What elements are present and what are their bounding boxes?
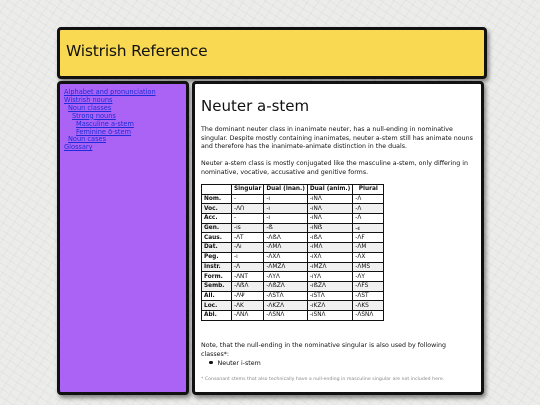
table-cell: -ı <box>264 204 308 214</box>
nav-link-glossary[interactable]: Glossary <box>64 143 93 152</box>
table-cell: -ıSΝΛ <box>307 310 352 320</box>
case-label: Form. <box>202 272 232 282</box>
table-cell: -ıΧΛ <box>307 252 352 262</box>
table-cell: -Λ <box>232 262 264 272</box>
table-row <box>202 233 384 243</box>
case-label: Acc. <box>202 214 232 224</box>
table-cell: -ΛΚ <box>232 301 264 311</box>
table-row <box>202 194 384 204</box>
table-cell: -ΛSΝΛ <box>264 310 308 320</box>
table-row <box>202 204 384 214</box>
table-header-dual-inanimate: Dual (inan.) <box>264 185 308 195</box>
table-cell: -ΛΜΖΛ <box>264 262 308 272</box>
case-label: Semb. <box>202 281 232 291</box>
table-cell: -ΛΥΛ <box>264 272 308 282</box>
case-label: Caus. <box>202 233 232 243</box>
table-header-singular: Singular <box>232 185 264 195</box>
case-label: Dat. <box>202 243 232 253</box>
table-cell: -ı <box>264 214 308 224</box>
table-cell: -ΛϜ <box>353 233 384 243</box>
table-header-row <box>202 185 384 195</box>
table-cell: -ıΝẞ <box>307 223 352 233</box>
conjugation-paragraph: Neuter a-stem class is mostly conjugated like the masculine a-stem, only differing in nominative, vocative, accusative and genitive forms. <box>201 160 468 176</box>
table-row <box>202 252 384 262</box>
table-cell: -ΛẞΛ <box>232 281 264 291</box>
nav-link-noun-cases[interactable]: Noun cases <box>68 135 107 144</box>
table-cell: -ΛΝΤ <box>232 272 264 282</box>
nav-link-masculine-a-stem[interactable]: Masculine a-stem <box>76 119 134 128</box>
table-cell: -ΛΝΛ <box>232 310 264 320</box>
table-cell: -Λ <box>353 214 384 224</box>
table-cell: -ıΥΛ <box>307 272 352 282</box>
table-row <box>202 262 384 272</box>
table-cell: -ẞ <box>264 223 308 233</box>
intro-paragraph: The dominant neuter class in inanimate neuter, has a null-ending in nominative singular. Despite mostly containing inanimates, neuter a-stem still has animate nouns and therefore has the inanimate-animate distinction in the duals. <box>201 126 473 151</box>
table-cell: -Λı <box>232 243 264 253</box>
table-cell: -ΛΥ <box>353 272 384 282</box>
table-header-dual-animate: Dual (anim.) <box>307 185 352 195</box>
nav-list <box>64 89 156 152</box>
note-paragraph: Note, that the null-ending in the nominative singular is also used by following classes*: <box>201 342 447 358</box>
site-title: Wistrish Reference <box>66 42 208 60</box>
table-cell: -ꞓ <box>353 223 384 233</box>
table-cell: -ıSΤΛ <box>307 291 352 301</box>
table-cell: -ıΝΛ <box>307 204 352 214</box>
table-cell: -ıΜΖΛ <box>307 262 352 272</box>
table-row <box>202 272 384 282</box>
declension-table <box>201 184 384 321</box>
sidebar-nav <box>57 81 189 395</box>
table-row <box>202 243 384 253</box>
table-cell: -ıẞΖΛ <box>307 281 352 291</box>
table-header-plural: Plural <box>353 185 384 195</box>
table-cell: -ıΜΛ <box>307 243 352 253</box>
table-cell: -ı <box>232 252 264 262</box>
table-cell: -ΛϜS <box>353 281 384 291</box>
table-cell: -ΛΚS <box>353 301 384 311</box>
table-row <box>202 223 384 233</box>
table-cell: -ıẞΛ <box>307 233 352 243</box>
table-cell: -ı <box>264 194 308 204</box>
table-cell: -ΛSΝΛ <box>353 310 384 320</box>
bullet-icon <box>209 361 213 365</box>
table-row <box>202 291 384 301</box>
table-cell: -ΛSΤ <box>353 291 384 301</box>
table-cell: - <box>232 214 264 224</box>
table-cell: -ΛSΤΛ <box>264 291 308 301</box>
case-label: Peg. <box>202 252 232 262</box>
table-cell: -ΛΧ <box>353 252 384 262</box>
table-cell: -ΛẞΛ <box>264 233 308 243</box>
nav-link-feminine-o-stem[interactable]: Feminine ō-stem <box>76 127 132 136</box>
table-cell: -ΛΨ <box>232 291 264 301</box>
page-title: Neuter a-stem <box>201 97 310 115</box>
footnote: * Consonant stems that also technically have a null-ending in masculine singular are not included here. <box>201 377 445 382</box>
main-content <box>192 81 484 395</box>
table-cell: -ΛΜΛ <box>264 243 308 253</box>
list-item <box>209 360 261 367</box>
table-row <box>202 281 384 291</box>
table-cell: - <box>232 194 264 204</box>
case-label: Voc. <box>202 204 232 214</box>
nav-link-strong-nouns[interactable]: Strong nouns <box>72 111 116 120</box>
case-label: Nom. <box>202 194 232 204</box>
table-cell: -ıΝΛ <box>307 214 352 224</box>
nav-link-wistrish-nouns[interactable]: Wistrish nouns <box>64 95 113 104</box>
page-header <box>57 27 487 79</box>
table-row <box>202 301 384 311</box>
table-row <box>202 214 384 224</box>
case-label: Instr. <box>202 262 232 272</box>
table-header-case <box>202 185 232 195</box>
list-item-label: Neuter i-stem <box>217 360 261 367</box>
table-row <box>202 310 384 320</box>
nav-link-alphabet[interactable]: Alphabet and pronunciation <box>64 88 156 96</box>
table-cell: -ΛΚΖΛ <box>264 301 308 311</box>
case-label: All. <box>202 291 232 301</box>
table-cell: -ΛΧΛ <box>264 252 308 262</box>
table-cell: -ıΝΛ <box>307 194 352 204</box>
table-cell: -Λ <box>353 194 384 204</box>
table-cell: -ΛՈ <box>232 204 264 214</box>
table-cell: -ıs <box>232 223 264 233</box>
table-cell: -ΛẞΖΛ <box>264 281 308 291</box>
table-cell: -ΛΜ <box>353 243 384 253</box>
table-cell: -ΛΤ <box>232 233 264 243</box>
nav-link-noun-classes[interactable]: Noun classes <box>68 103 112 112</box>
table-cell: -ıΚΖΛ <box>307 301 352 311</box>
case-label: Loc. <box>202 301 232 311</box>
table-cell: -Λ <box>353 204 384 214</box>
case-label: Gen. <box>202 223 232 233</box>
case-label: Abl. <box>202 310 232 320</box>
table-cell: -ΛΜS <box>353 262 384 272</box>
